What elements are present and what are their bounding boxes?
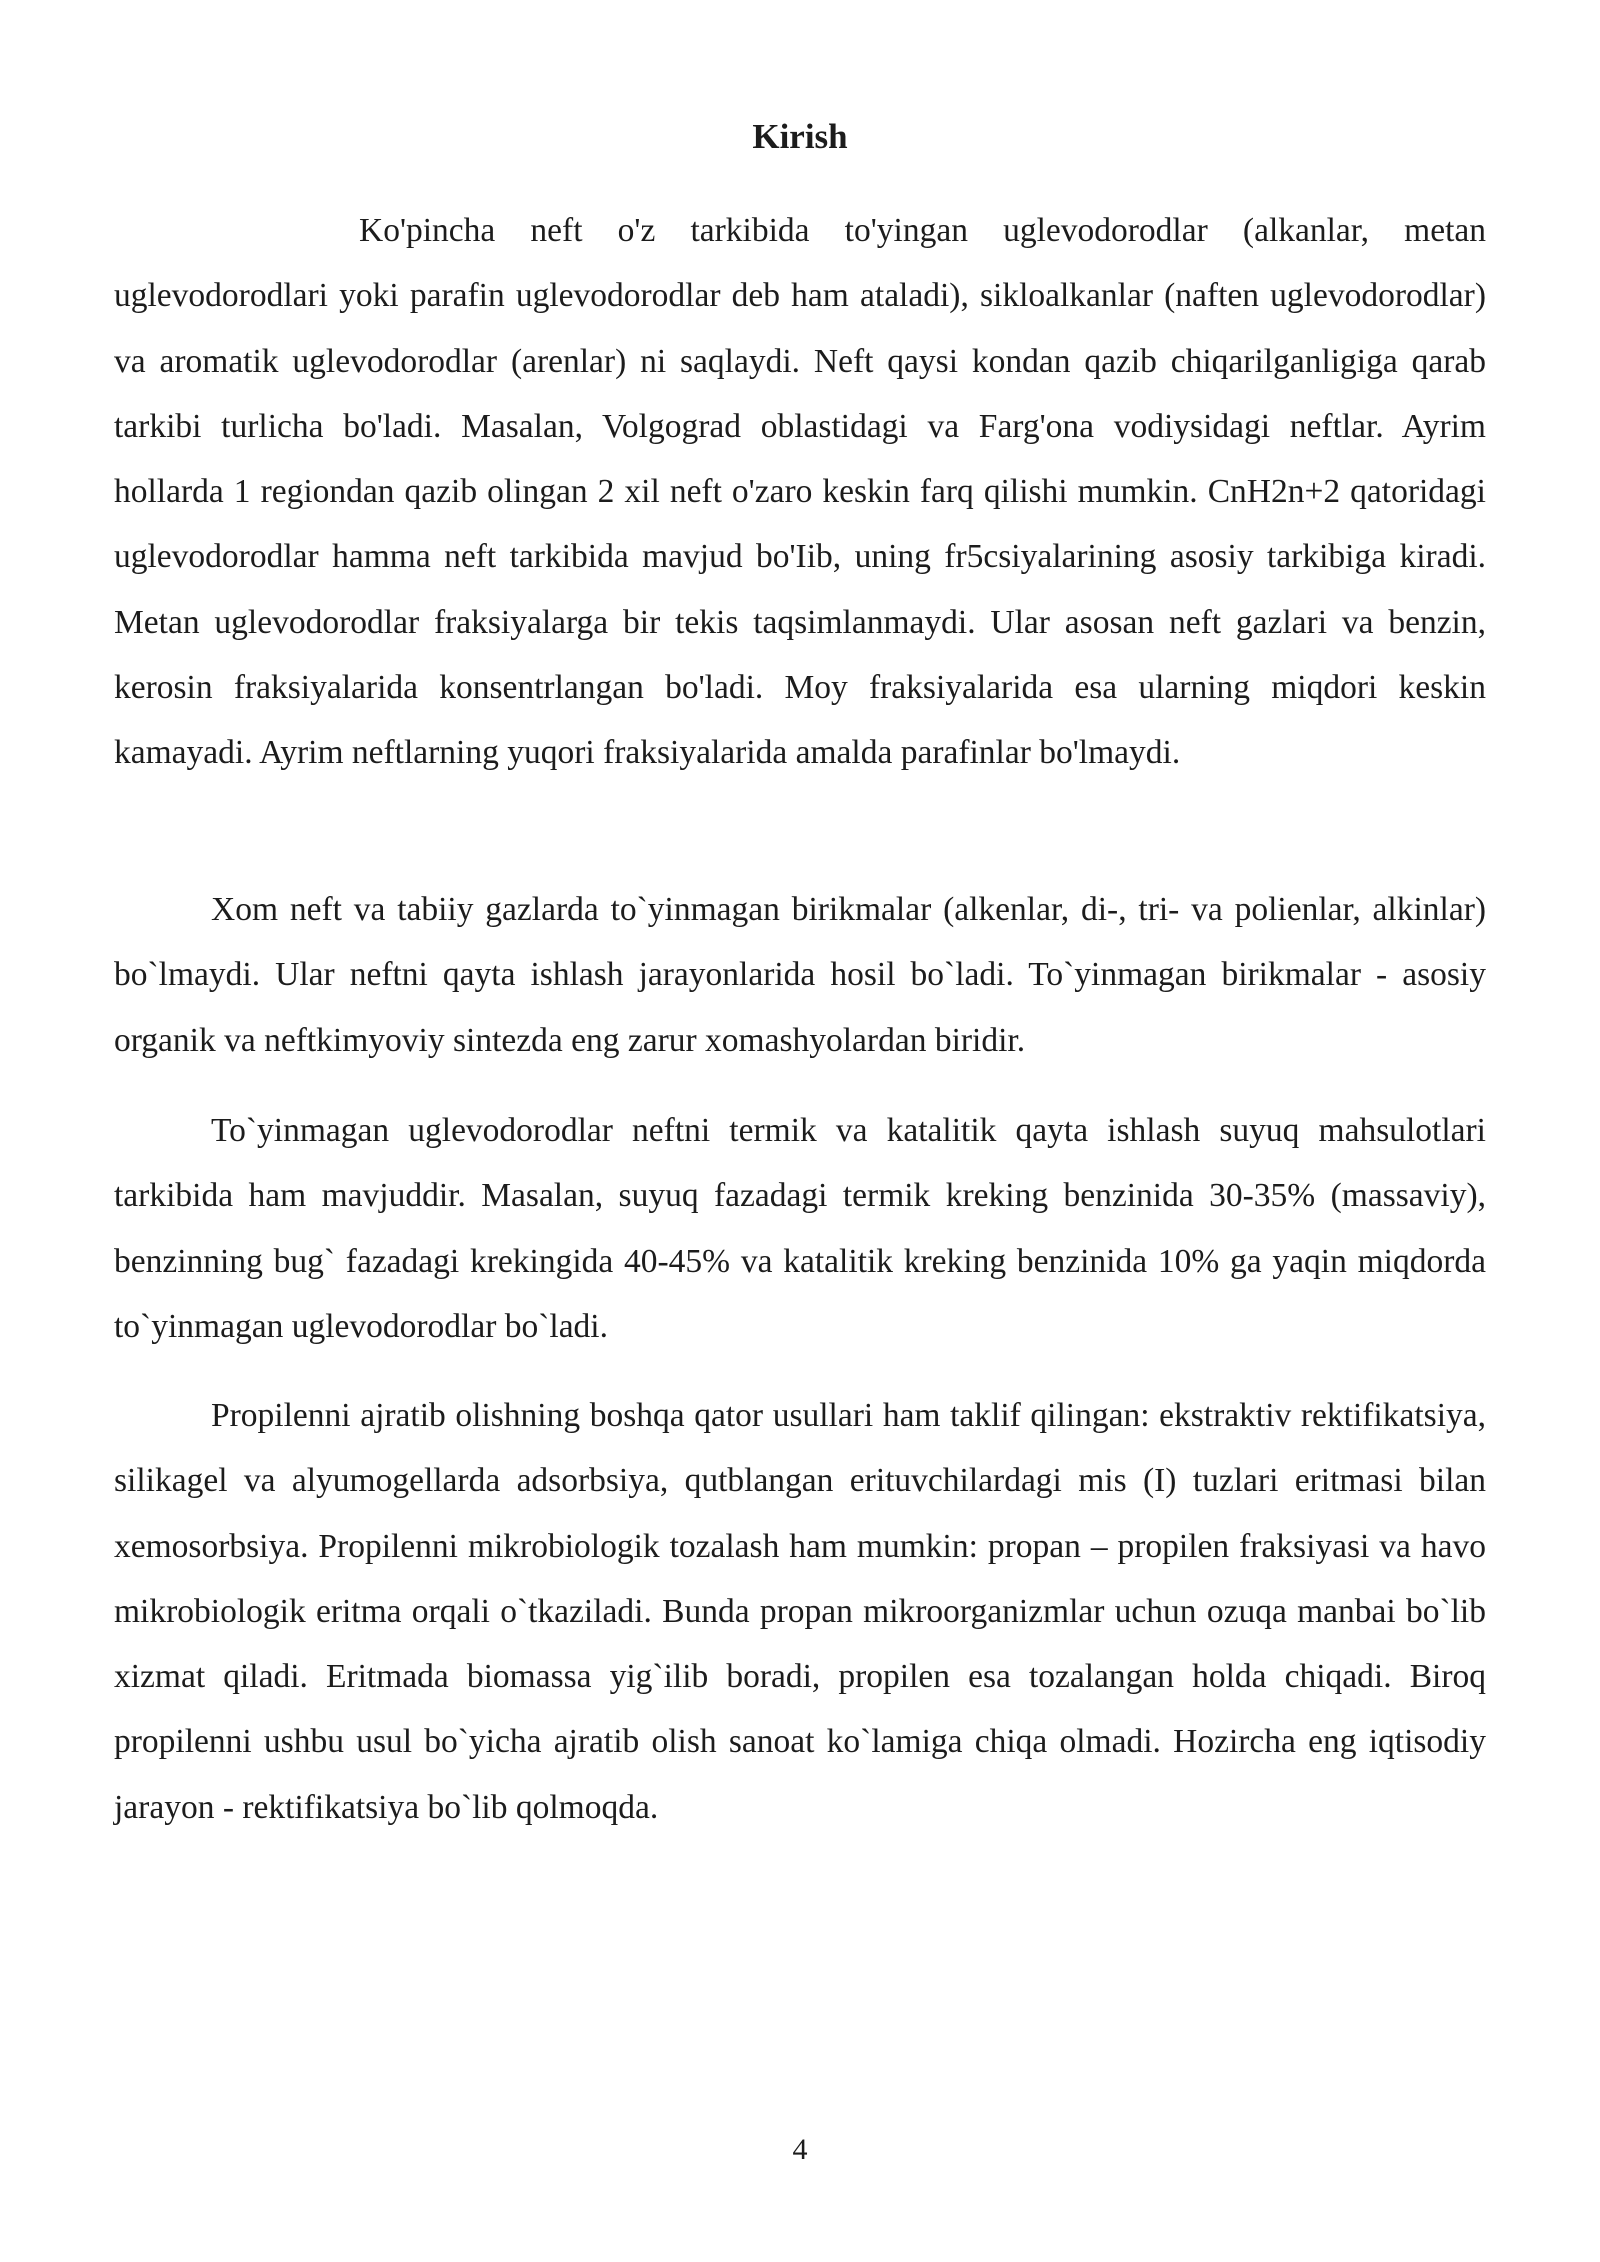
section-title: Kirish [752,117,848,156]
paragraph-3: To`yinmagan uglevodorodlar neftni termik va katalitik qayta ishlash suyuq mahsulotlari tarkibida ham mavjuddir. Masalan, suyuq fazadagi termik kreking benzinida 30-35% (massaviy), benzinning bug` fazadagi krekingida 40-45% va katalitik kreking benzinida 10% ga yaqin miqdorda to`yinmagan uglevodorodlar bo`ladi. [114,1112,1486,1345]
paragraph-1: Ko'pincha neft o'z tarkibida to'yingan uglevodorodlar (alkanlar, metan uglevodorodlari yoki parafin uglevodorodlar deb ham ataladi), sikloalkanlar (naften uglevodorodlar) va aromatik uglevodorodlar (arenlar) ni saqlaydi. Neft qaysi kondan qazib chiqarilganligiga qarab tarkibi turlicha bo'ladi. Masalan, Volgograd oblastidagi va Farg'ona vodiysidagi neftlar. Ayrim hollarda 1 regiondan qazib olingan 2 xil neft o'zaro keskin farq qilishi mumkin. CnH2n+2 qatoridagi uglevodorodlar hamma neft tarkibida mavjud bo'Iib, uning fr5csiyalarining asosiy tarkibiga kiradi. Metan uglevodorodlar fraksiyalarga bir tekis taqsimlanmaydi. Ular asosan neft gazlari va benzin, kerosin fraksiyalarida konsentrlangan bo'ladi. Moy fraksiyalarida esa ularning miqdori keskin kamayadi. Ayrim neftlarning yuqori fraksiyalarida amalda parafinlar bo'lmaydi. [114,212,1486,772]
paragraph-4: Propilenni ajratib olishning boshqa qator usullari ham taklif qilingan: ekstraktiv rektifikatsiya, silikagel va alyumogellarda adsorbsiya, qutblangan erituvchilardagi mis (I) tuzlari eritmasi bilan xemosorbsiya. Propilenni mikrobiologik tozalash ham mumkin: propan – propilen fraksiyasi va havo mikrobiologik eritma orqali o`tkaziladi. Bunda propan mikroorganizmlar uchun ozuqa manbai bo`lib xizmat qiladi. Eritmada biomassa yig`ilib boradi, propilen esa tozalangan holda chiqadi. Biroq propilenni ushbu usul bo`yicha ajratib olish sanoat ko`lamiga chiqa olmadi. Hozircha eng iqtisodiy jarayon - rektifikatsiya bo`lib qolmoqda. [114,1397,1486,1826]
page-number: 4 [792,2133,808,2166]
paragraph-2: Xom neft va tabiiy gazlarda to`yinmagan birikmalar (alkenlar, di-, tri- va polienlar, alkinlar) bo`lmaydi. Ular neftni qayta ishlash jarayonlarida hosil bo`ladi. To`yinmagan birikmalar - asosiy organik va neftkimyoviy sintezda eng zarur xomashyolardan biridir. [114,891,1486,1059]
